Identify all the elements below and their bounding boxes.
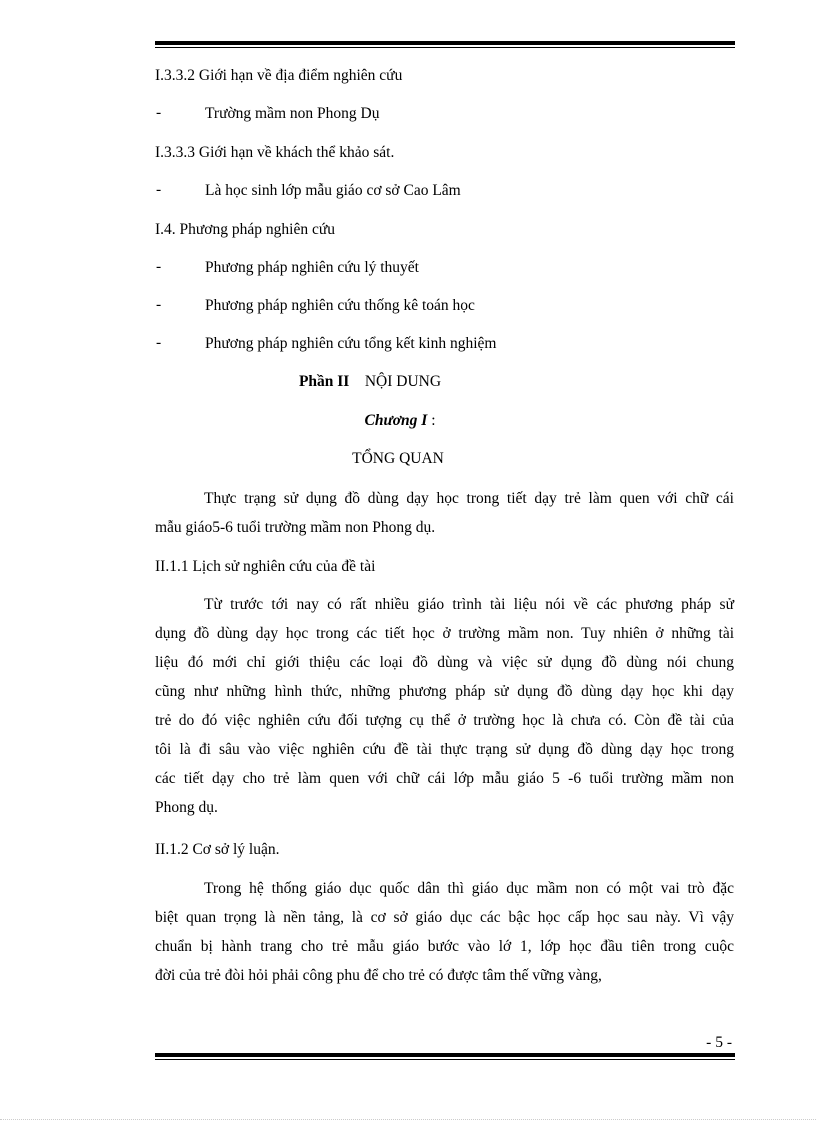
- paragraph-line: Trong hệ thống giáo dục quốc dân thì giáo dục mầm non có một vai trò đặc: [204, 880, 734, 897]
- paragraph-line: Phong dụ.: [155, 799, 218, 816]
- bullet-item-phong-du: Trường mầm non Phong Dụ: [205, 105, 380, 122]
- paragraph-line: trẻ do đó việc nghiên cứu đối tượng cụ thể ở trường học là chưa có. Còn đề tài của: [155, 712, 734, 729]
- chapter-colon: :: [427, 412, 436, 429]
- paragraph-line: tôi là đi sâu vào việc nghiên cứu đề tài thực trạng sử dụng đồ dùng dạy học trong: [155, 741, 734, 758]
- paragraph-line: các tiết dạy cho trẻ làm quen với chữ cái lớp mẫu giáo 5 -6 tuổi trường mầm non: [155, 770, 734, 787]
- paragraph-line: biệt quan trọng là nền tảng, là cơ sở giáo dục các bậc học cấp học sau này. Vì vậy: [155, 909, 734, 926]
- heading-2-1-1: II.1.1 Lịch sử nghiên cứu của đề tài: [155, 558, 376, 575]
- bullet-dash: -: [156, 104, 162, 121]
- paragraph-line: dụng đồ dùng dạy học trong các tiết học ở trường mầm non. Tuy nhiên ở những tài: [155, 625, 734, 642]
- footer-rule: [155, 1053, 735, 1060]
- bullet-item-statistics: Phương pháp nghiên cứu thống kê toán học: [205, 297, 475, 314]
- paragraph-line: Thực trạng sử dụng đồ dùng dạy học trong tiết dạy trẻ làm quen với chữ cái: [204, 490, 734, 507]
- heading-2-1-2: II.1.2 Cơ sở lý luận.: [155, 841, 280, 858]
- heading-1-4: I.4. Phương pháp nghiên cứu: [155, 221, 335, 238]
- page-number: - 5 -: [706, 1034, 732, 1051]
- part-label: Phần II: [298, 373, 350, 390]
- chapter-label: Chương I: [364, 412, 428, 429]
- bullet-dash: -: [156, 334, 162, 351]
- bullet-item-cao-lam: Là học sinh lớp mẫu giáo cơ sở Cao Lâm: [205, 182, 461, 199]
- overview-heading: TỔNG QUAN: [352, 450, 444, 467]
- bullet-dash: -: [156, 296, 162, 313]
- history-paragraph: [155, 590, 734, 822]
- bullet-dash: -: [156, 181, 162, 198]
- paragraph-line: chuẩn bị hành trang cho trẻ mẫu giáo bước vào lớ 1, lớp học đầu tiên trong cuộc: [155, 938, 734, 955]
- page-edge-divider: [0, 1119, 816, 1120]
- paragraph-line: cũng như những hình thức, những phương pháp sử dụng đồ dùng dạy học khi dạy: [155, 683, 734, 700]
- intro-paragraph: [155, 484, 734, 542]
- part-title: NỘI DUNG: [364, 373, 442, 390]
- paragraph-line: đời của trẻ đòi hỏi phải công phu để cho trẻ có được tâm thế vững vàng,: [155, 967, 602, 984]
- paragraph-line: Từ trước tới nay có rất nhiều giáo trình tài liệu nói về các phương pháp sử: [204, 596, 734, 613]
- heading-1-3-3-2: I.3.3.2 Giới hạn về địa điểm nghiên cứu: [155, 67, 403, 84]
- bullet-item-experience: Phương pháp nghiên cứu tổng kết kinh nghiệm: [205, 335, 497, 352]
- bullet-dash: -: [156, 258, 162, 275]
- paragraph-line: mẫu giáo5-6 tuổi trường mầm non Phong dụ.: [155, 519, 436, 536]
- paragraph-line: liệu đó mới chỉ giới thiệu các loại đồ dùng và việc sử dụng đồ dùng nói chung: [155, 654, 734, 671]
- chapter-heading: [110, 411, 690, 431]
- part-heading: [80, 372, 660, 392]
- header-rule: [155, 41, 735, 48]
- heading-1-3-3-3: I.3.3.3 Giới hạn về khách thể khảo sát.: [155, 144, 395, 161]
- bullet-item-theory: Phương pháp nghiên cứu lý thuyết: [205, 259, 419, 276]
- theory-paragraph: [155, 874, 734, 990]
